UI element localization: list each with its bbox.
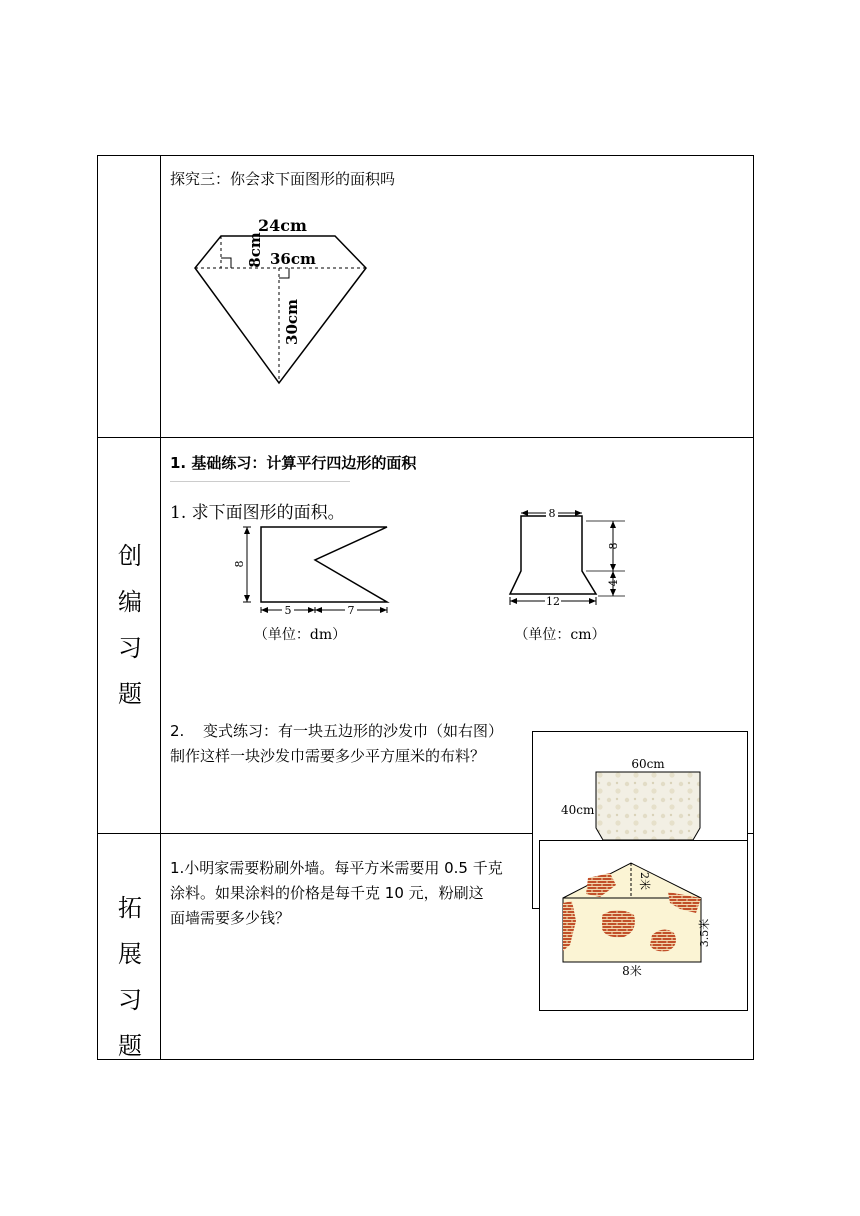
table-row-divider-1 bbox=[97, 437, 754, 438]
sofa-side-label: 40cm bbox=[561, 803, 595, 817]
right-bottom-label: 12 bbox=[546, 595, 560, 608]
wall-figure bbox=[540, 841, 747, 1010]
expand-q-line-1: 1.小明家需要粉刷外墙。每平方米需要用 0.5 千克 bbox=[170, 859, 503, 877]
q2-number: 2. bbox=[170, 722, 185, 740]
side-char: 创 bbox=[118, 542, 142, 570]
kite-bottom-label: 30cm bbox=[283, 299, 301, 345]
left-height-label: 8 bbox=[233, 560, 246, 568]
left-unit-label: （单位：dm） bbox=[253, 627, 347, 643]
wall-roof-height-label: 2米 bbox=[638, 872, 651, 890]
right-h2-label: 4 bbox=[607, 579, 620, 587]
left-seg1-label: 5 bbox=[284, 604, 292, 617]
side-char: 习 bbox=[118, 634, 142, 662]
side-char: 题 bbox=[118, 1032, 142, 1060]
left-seg2-label: 7 bbox=[347, 604, 355, 617]
wall-width-label: 8米 bbox=[622, 964, 642, 978]
kite-top-label: 24cm bbox=[258, 216, 307, 235]
q2-line-2: 制作这样一块沙发巾需要多少平方厘米的布料？ bbox=[170, 747, 486, 765]
basic-practice-heading: 1. 基础练习：计算平行四边形的面积 bbox=[170, 454, 417, 472]
side-char: 展 bbox=[118, 940, 142, 968]
side-char: 拓 bbox=[118, 894, 142, 922]
wall-height-label: 3.5米 bbox=[698, 918, 711, 948]
table-top-border bbox=[97, 155, 754, 156]
table-bottom-border bbox=[97, 1059, 754, 1060]
right-top-label: 8 bbox=[548, 507, 556, 520]
side-char: 编 bbox=[118, 588, 142, 616]
table-column-divider bbox=[160, 155, 161, 1060]
side-char: 习 bbox=[118, 986, 142, 1014]
expand-q-line-2: 涂料。如果涂料的价格是每千克 10 元，粉刷这 bbox=[170, 884, 484, 902]
sofa-top-label: 60cm bbox=[631, 757, 665, 771]
heading-underline bbox=[170, 481, 350, 482]
table-left-border bbox=[97, 155, 98, 1060]
kite-middle-label: 36cm bbox=[270, 250, 316, 268]
kite-height-label: 8cm bbox=[246, 232, 264, 268]
q1-figure-title: 1. 求下面图形的面积。 bbox=[170, 503, 345, 523]
right-h1-label: 8 bbox=[607, 542, 620, 550]
explore-heading: 探究三：你会求下面图形的面积吗 bbox=[170, 170, 396, 188]
expand-q-line-3: 面墙需要多少钱？ bbox=[170, 909, 291, 927]
side-char: 题 bbox=[118, 680, 142, 708]
kite-figure bbox=[180, 212, 380, 392]
left-shape-figure bbox=[235, 520, 405, 650]
right-unit-label: （单位：cm） bbox=[514, 627, 606, 643]
q2-line-1: 变式练习：有一块五边形的沙发巾（如右图） bbox=[203, 722, 504, 740]
wall-image bbox=[539, 840, 748, 1011]
right-shape-figure bbox=[500, 505, 640, 650]
table-right-border bbox=[753, 155, 754, 1060]
